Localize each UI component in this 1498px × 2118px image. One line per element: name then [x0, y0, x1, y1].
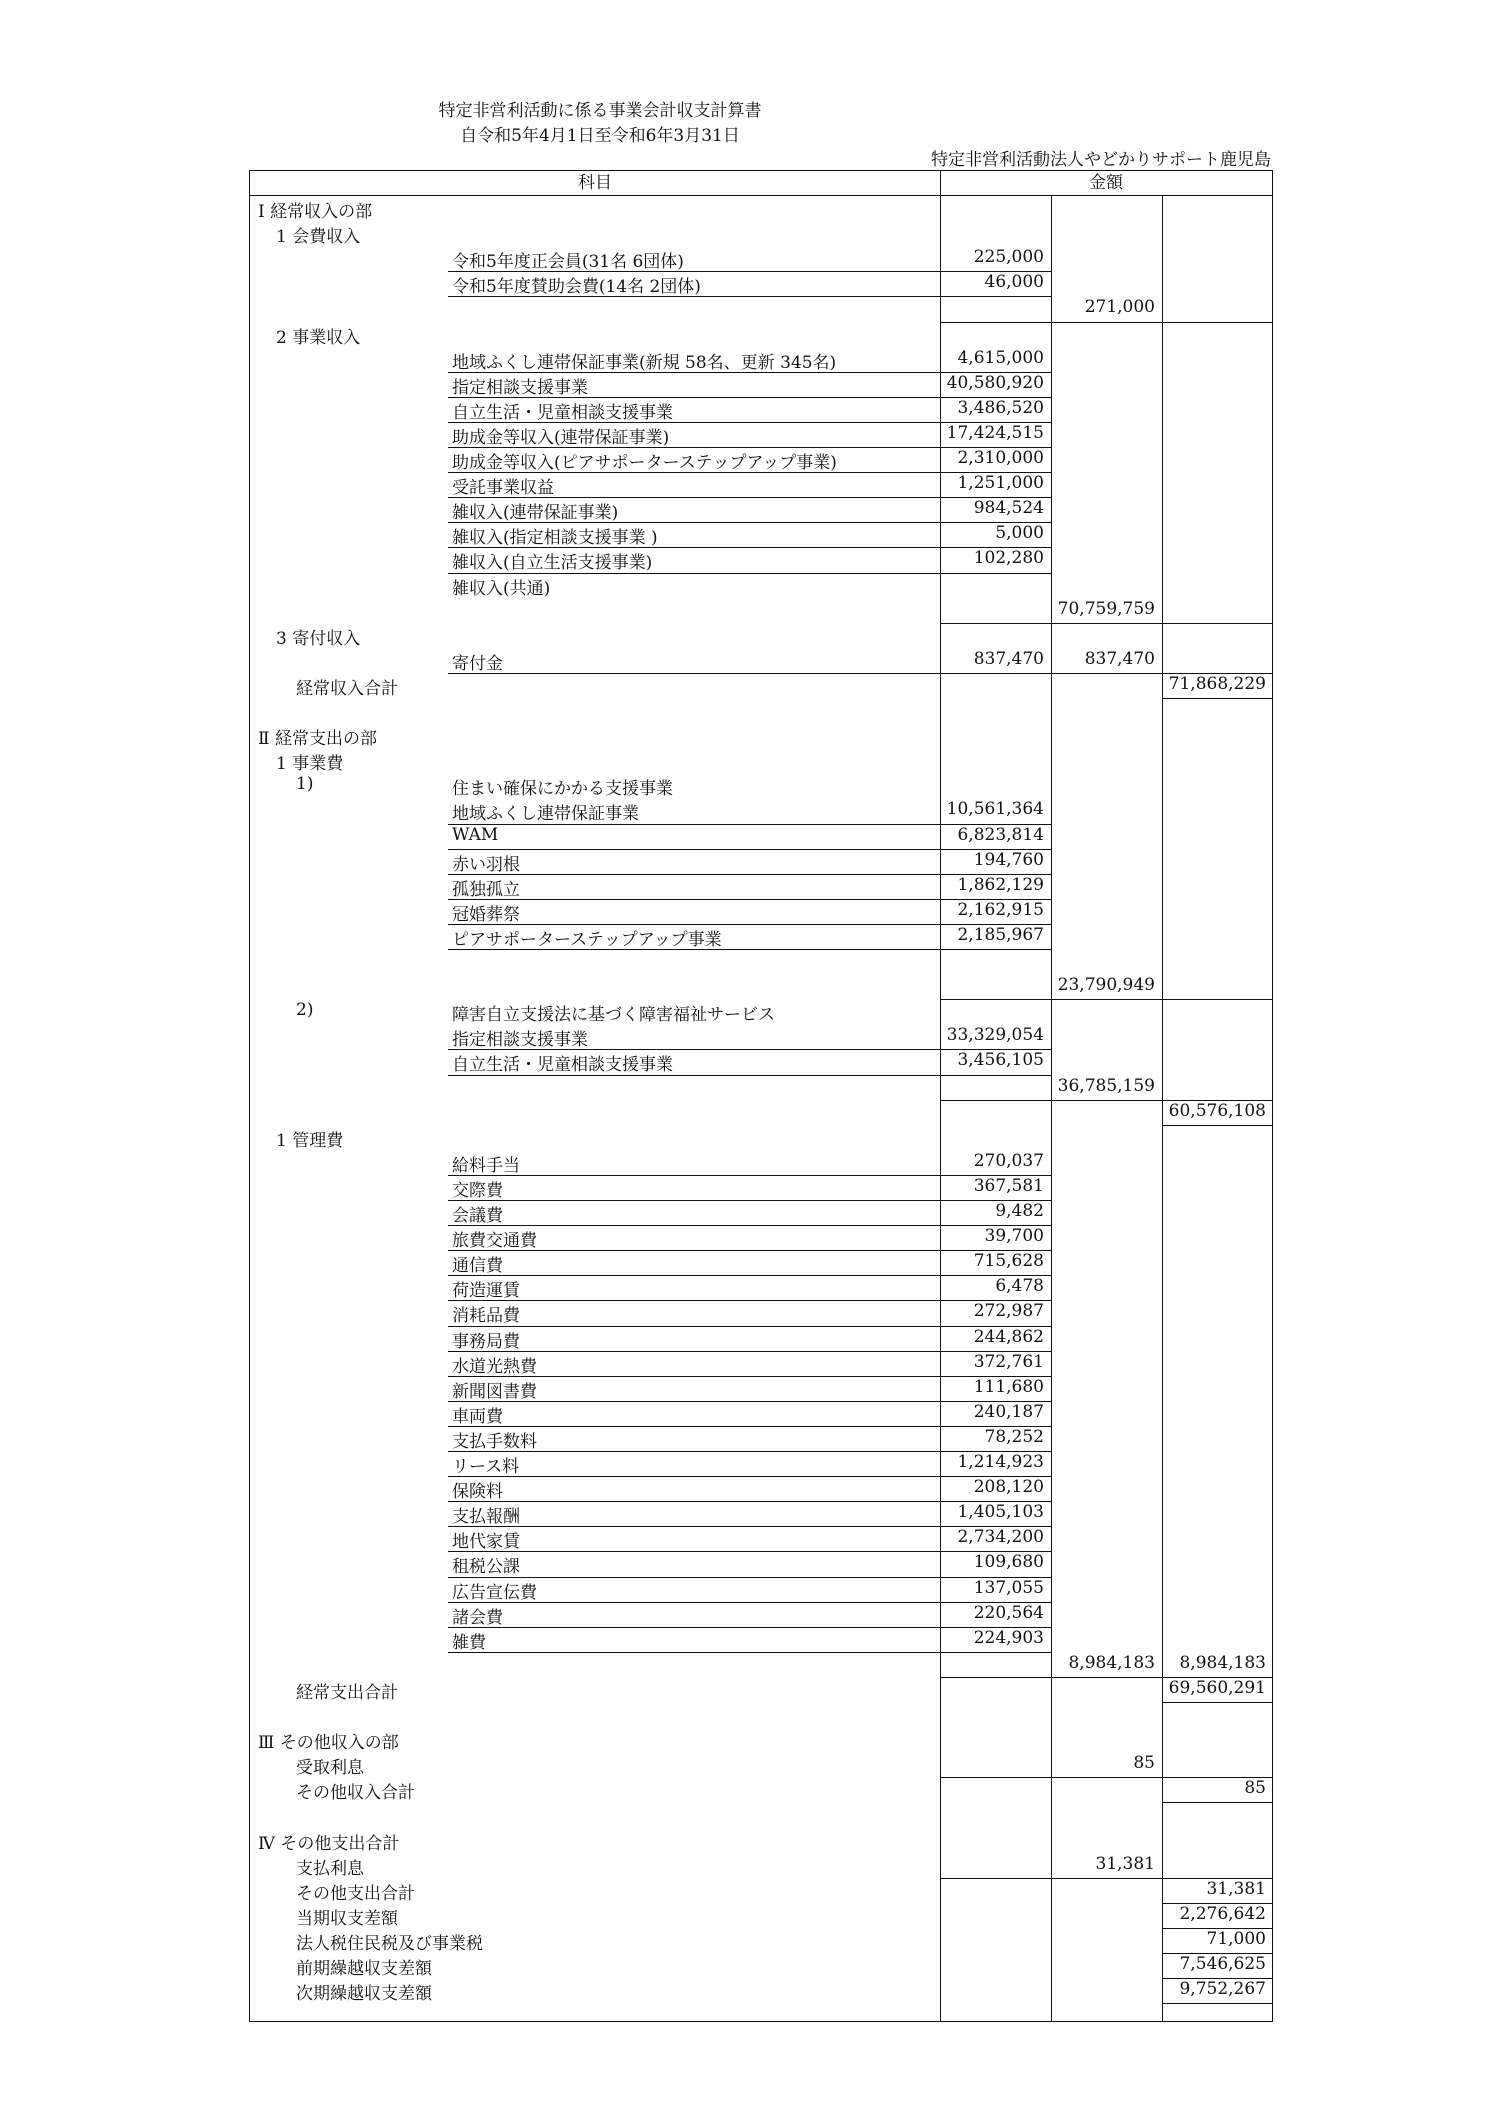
amount-c1: 40,580,920 — [946, 372, 1044, 393]
row-rule — [448, 1652, 1051, 1653]
row-label: 新聞図書費 — [452, 1381, 537, 1402]
row-rule — [448, 1627, 1051, 1628]
amount-c2: 8,984,183 — [1068, 1652, 1155, 1673]
amount-c1: 6,478 — [995, 1276, 1044, 1297]
document-title: 特定非営利活動に係る事業会計収支計算書 — [438, 101, 762, 121]
amount-c3: 71,868,229 — [1168, 673, 1266, 694]
amount-c1: 4,615,000 — [957, 347, 1044, 368]
amount-c1: 3,456,105 — [957, 1050, 1044, 1071]
row-label: Ⅰ 経常収入の部 — [258, 202, 373, 222]
row-rule — [448, 1300, 1051, 1301]
row-label: 受託事業収益 — [452, 478, 554, 499]
amount-c1: 111,680 — [973, 1376, 1044, 1397]
subtotal-rule — [1162, 1702, 1272, 1703]
row-label: 通信費 — [452, 1256, 503, 1277]
row-rule — [448, 1200, 1051, 1201]
amount-c1: 984,524 — [973, 498, 1044, 519]
amount-c2: 70,759,759 — [1057, 598, 1155, 619]
amount-c1: 220,564 — [973, 1602, 1044, 1623]
row-label: 雑収入(連帯保証事業) — [452, 503, 619, 524]
amount-c1: 102,280 — [973, 548, 1044, 569]
amount-c3: 69,560,291 — [1168, 1677, 1266, 1698]
row-label: 保険料 — [452, 1482, 503, 1503]
row-label: Ⅱ 経常支出の部 — [258, 729, 377, 750]
row-rule — [448, 1275, 1051, 1276]
row-label: 車両費 — [452, 1406, 503, 1427]
row-label: 助成金等収入(連帯保証事業) — [452, 427, 670, 448]
row-label: 地域ふくし連帯保証事業 — [452, 804, 639, 825]
row-label: 2) — [296, 1000, 314, 1021]
row-rule — [448, 1426, 1051, 1427]
amount-c3: 2,276,642 — [1179, 1903, 1266, 1924]
row-label: 次期繰越収支差額 — [296, 1984, 432, 2005]
row-label: 1 管理費 — [276, 1130, 344, 1151]
row-rule — [448, 1602, 1051, 1603]
row-label: 自立生活・児童相談支援事業 — [452, 402, 673, 423]
amount-c1: 109,680 — [973, 1552, 1044, 1573]
row-label: 消耗品費 — [452, 1306, 520, 1327]
subtotal-rule — [1162, 1802, 1272, 1803]
amount-c1: 9,482 — [995, 1201, 1044, 1221]
row-rule — [448, 1351, 1051, 1352]
row-label: 雑収入(指定相談支援事業 ) — [452, 528, 658, 549]
row-rule — [448, 1250, 1051, 1251]
column-divider-1 — [940, 171, 941, 2021]
subtotal-rule — [1162, 1125, 1272, 1126]
row-rule — [448, 1075, 1051, 1076]
amount-c1: 2,185,967 — [957, 924, 1044, 945]
amount-c1: 46,000 — [984, 272, 1044, 293]
row-label: 3 寄付収入 — [276, 628, 361, 649]
row-rule — [448, 1175, 1051, 1176]
row-label: 雑収入(共通) — [452, 578, 551, 599]
row-label: リース料 — [452, 1457, 520, 1477]
row-rule — [448, 1476, 1051, 1477]
row-label: ピアサポーターステップアップ事業 — [452, 929, 722, 950]
row-label: その他収入合計 — [296, 1783, 415, 1804]
row-label: その他支出合計 — [296, 1883, 415, 1904]
fiscal-period: 自令和5年4月1日至令和6年3月31日 — [460, 126, 740, 146]
subtotal-rule — [940, 999, 1272, 1000]
amount-c1: 137,055 — [973, 1577, 1044, 1598]
amount-c1: 6,823,814 — [957, 824, 1044, 845]
amount-c1: 1,214,923 — [957, 1452, 1044, 1472]
column-divider-2 — [1051, 195, 1052, 2021]
amount-c1: 367,581 — [973, 1175, 1044, 1196]
amount-c1: 2,310,000 — [957, 448, 1044, 468]
row-label: 当期収支差額 — [296, 1908, 398, 1929]
row-label: 荷造運賃 — [452, 1281, 520, 1302]
amount-c3: 7,546,625 — [1179, 1954, 1266, 1974]
row-label: 2 事業収入 — [276, 327, 361, 348]
amount-c1: 240,187 — [973, 1401, 1044, 1422]
amount-c1: 33,329,054 — [946, 1025, 1044, 1046]
amount-c1: 17,424,515 — [946, 422, 1044, 443]
amount-c3: 31,381 — [1206, 1878, 1266, 1899]
header-amount: 金額 — [1089, 173, 1123, 193]
row-rule — [448, 1577, 1051, 1578]
amount-c3: 85 — [1244, 1778, 1266, 1799]
row-label: 助成金等収入(ピアサポーターステップアップ事業) — [452, 453, 837, 473]
row-label: 事務局費 — [452, 1331, 520, 1352]
row-label: 給料手当 — [452, 1155, 520, 1176]
header-divider — [250, 195, 1272, 196]
amount-c1: 1,862,129 — [957, 874, 1044, 895]
amount-c1: 2,162,915 — [957, 899, 1044, 920]
subtotal-rule — [940, 623, 1272, 624]
row-rule — [448, 1326, 1051, 1327]
row-label: 支払手数料 — [452, 1431, 537, 1452]
row-label: 1 会費収入 — [276, 227, 361, 248]
row-label: 令和5年度正会員(31名 6団体) — [452, 252, 684, 273]
subtotal-rule — [1162, 2003, 1272, 2004]
amount-c1: 270,037 — [973, 1150, 1044, 1171]
subtotal-rule — [940, 322, 1272, 323]
row-rule — [448, 949, 1051, 950]
row-label: WAM — [452, 824, 499, 845]
row-label: 受取利息 — [296, 1758, 364, 1779]
amount-c1: 3,486,520 — [957, 397, 1044, 418]
amount-c1: 2,734,200 — [957, 1527, 1044, 1548]
amount-c3: 8,984,183 — [1179, 1652, 1266, 1673]
row-label: 水道光熱費 — [452, 1356, 537, 1377]
row-label: 諸会費 — [452, 1607, 503, 1628]
row-label: 租税公課 — [452, 1557, 520, 1578]
amount-c1: 1,405,103 — [957, 1502, 1044, 1523]
amount-c1: 224,903 — [973, 1627, 1044, 1648]
amount-c1: 208,120 — [973, 1477, 1044, 1498]
amount-c2: 85 — [1133, 1753, 1155, 1774]
amount-c2: 837,470 — [1084, 648, 1155, 669]
amount-c1: 194,760 — [973, 849, 1044, 870]
organization-name: 特定非営利活動法人やどかりサポート鹿児島 — [931, 150, 1271, 170]
row-label: Ⅲ その他収入の部 — [258, 1733, 399, 1754]
subtotal-rule — [940, 1777, 1272, 1778]
subtotal-rule — [1162, 698, 1272, 699]
row-label: 雑収入(自立生活支援事業) — [452, 553, 653, 574]
row-rule — [448, 1225, 1051, 1226]
row-label: 地代家賃 — [452, 1532, 520, 1553]
header-subject: 科目 — [578, 173, 612, 193]
amount-c1: 272,987 — [973, 1301, 1044, 1322]
row-rule — [448, 849, 1051, 850]
row-label: 支払利息 — [296, 1858, 364, 1879]
row-label: 孤独孤立 — [452, 879, 520, 900]
amount-c1: 837,470 — [973, 648, 1044, 669]
row-label: 旅費交通費 — [452, 1231, 537, 1252]
row-rule — [448, 1551, 1051, 1552]
row-sublabel: 住まい確保にかかる支援事業 — [452, 779, 673, 800]
row-label: 前期繰越収支差額 — [296, 1959, 432, 1979]
row-label: 地域ふくし連帯保証事業(新規 58名、更新 345名) — [452, 352, 837, 373]
row-label: Ⅳ その他支出合計 — [258, 1833, 400, 1854]
amount-c2: 23,790,949 — [1057, 975, 1155, 996]
amount-c3: 9,752,267 — [1179, 1979, 1266, 2000]
row-label: 赤い羽根 — [452, 854, 520, 875]
amount-c1: 5,000 — [995, 523, 1044, 544]
row-sublabel: 障害自立支援法に基づく障害福祉サービス — [452, 1005, 775, 1026]
row-label: 雑費 — [452, 1632, 486, 1653]
row-label: 経常収入合計 — [296, 678, 398, 699]
row-rule — [448, 296, 1051, 297]
row-label: 支払報酬 — [452, 1507, 520, 1528]
row-rule — [448, 1376, 1051, 1377]
row-label: 経常支出合計 — [296, 1682, 398, 1703]
row-label: 自立生活・児童相談支援事業 — [452, 1055, 673, 1076]
amount-c2: 31,381 — [1095, 1853, 1155, 1874]
row-label: 交際費 — [452, 1180, 503, 1201]
row-label: 令和5年度賛助会費(14名 2団体) — [452, 277, 701, 298]
amount-c1: 10,561,364 — [946, 799, 1044, 820]
statement-table — [249, 170, 1273, 2022]
amount-c1: 225,000 — [973, 247, 1044, 268]
row-label: 指定相談支援事業 — [452, 1030, 588, 1051]
amount-c3: 60,576,108 — [1168, 1100, 1266, 1121]
amount-c1: 39,700 — [984, 1226, 1044, 1247]
row-label: 1 事業費 — [276, 754, 344, 775]
row-label: 会議費 — [452, 1206, 503, 1226]
column-divider-3 — [1162, 195, 1163, 2021]
amount-c1: 244,862 — [973, 1326, 1044, 1347]
row-label: 冠婚葬祭 — [452, 904, 520, 925]
row-label: 寄付金 — [452, 653, 503, 674]
row-label: 1) — [296, 774, 314, 795]
amount-c1: 1,251,000 — [957, 473, 1044, 494]
amount-c1: 715,628 — [973, 1251, 1044, 1272]
row-label: 広告宣伝費 — [452, 1582, 537, 1603]
amount-c2: 36,785,159 — [1057, 1075, 1155, 1096]
row-rule — [448, 1401, 1051, 1402]
row-label: 法人税住民税及び事業税 — [296, 1933, 483, 1954]
row-label: 指定相談支援事業 — [452, 377, 588, 398]
amount-c1: 78,252 — [984, 1426, 1044, 1447]
amount-c1: 372,761 — [973, 1351, 1044, 1372]
amount-c2: 271,000 — [1084, 297, 1155, 318]
amount-c3: 71,000 — [1206, 1928, 1266, 1949]
